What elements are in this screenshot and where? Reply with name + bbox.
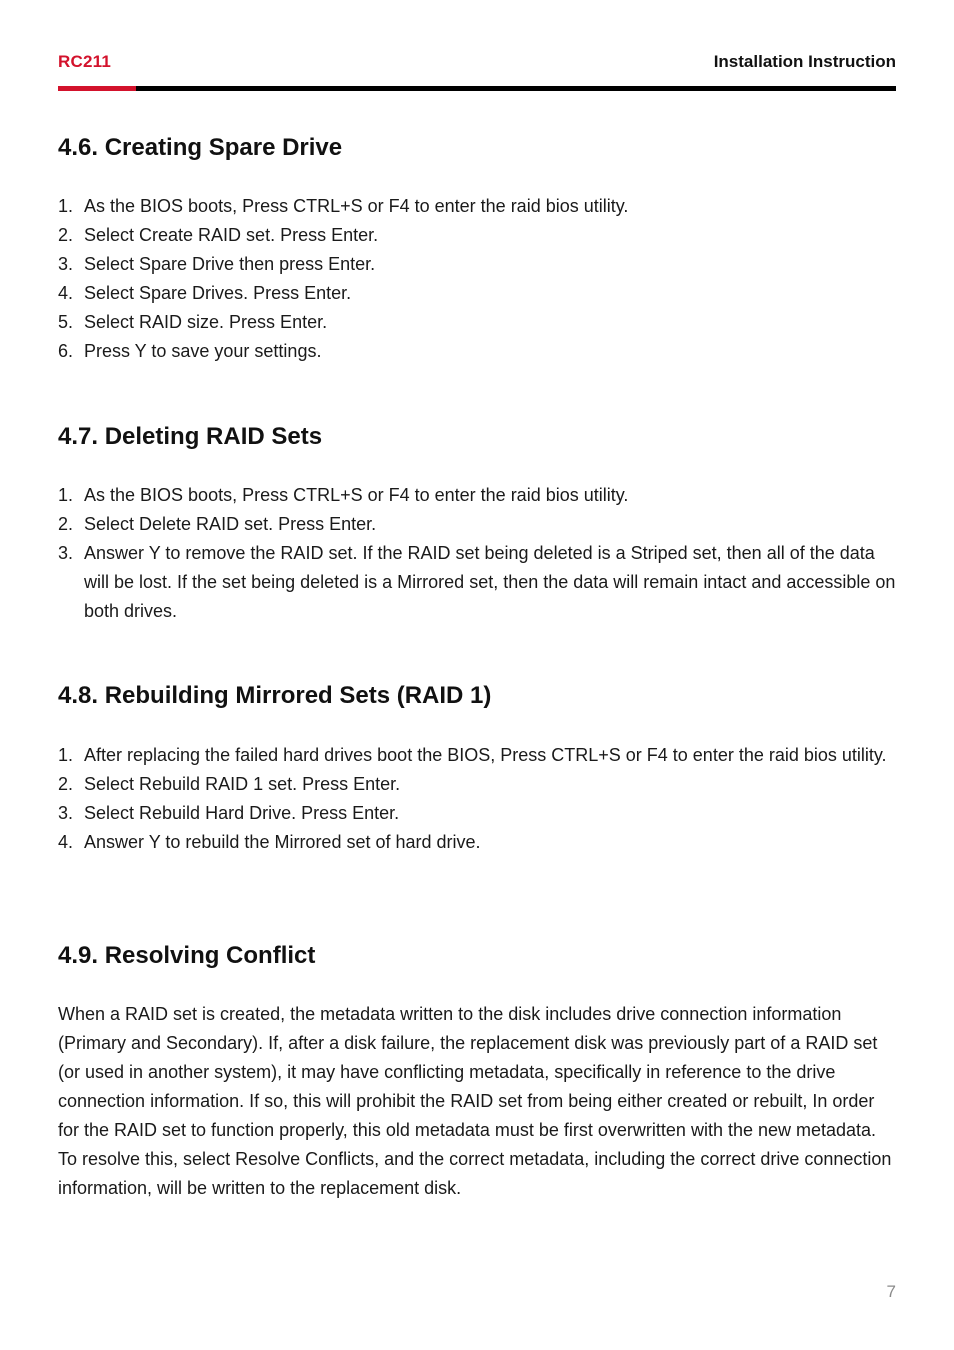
page-number: 7 <box>886 1282 896 1301</box>
step-text: Select Spare Drive then press Enter. <box>84 254 376 274</box>
list-item <box>58 828 896 857</box>
step-number: 4. <box>58 832 74 852</box>
step-number: 2. <box>58 225 74 245</box>
section-heading: 4.9. Resolving Conflict <box>58 942 316 969</box>
step-text: Select Create RAID set. Press Enter. <box>84 225 379 245</box>
step-number: 4. <box>58 283 74 303</box>
step-number: 1. <box>58 745 74 765</box>
list-item <box>58 770 896 799</box>
section-heading: 4.7. Deleting RAID Sets <box>58 423 323 450</box>
step-number: 5. <box>58 312 74 332</box>
list-item <box>58 308 896 337</box>
step-text: Select Spare Drives. Press Enter. <box>84 283 352 303</box>
header-rule <box>58 86 896 91</box>
header-rule-accent <box>58 86 136 91</box>
product-code: RC211 <box>58 52 111 71</box>
list-item <box>58 481 896 510</box>
section-rebuilding-mirrored-sets <box>58 681 896 857</box>
step-number: 2. <box>58 774 74 794</box>
section-heading: 4.8. Rebuilding Mirrored Sets (RAID 1) <box>58 682 492 709</box>
list-item <box>58 741 896 770</box>
step-text: Answer Y to remove the RAID set. If the RAID set being deleted is a Striped set, then all of the data will be lost. If the set being deleted is a Mirrored set, then the data will remain intact and accessible on both drives. <box>84 543 896 621</box>
document-type: Installation Instruction <box>713 52 896 71</box>
step-number: 3. <box>58 803 74 823</box>
steps-list <box>58 481 896 626</box>
list-item <box>58 192 896 221</box>
step-number: 3. <box>58 543 74 563</box>
step-text: Select RAID size. Press Enter. <box>84 312 328 332</box>
list-item <box>58 510 896 539</box>
section-deleting-raid-sets <box>58 422 896 626</box>
step-text: Select Rebuild RAID 1 set. Press Enter. <box>84 774 401 794</box>
steps-list <box>58 192 896 366</box>
step-text: Answer Y to rebuild the Mirrored set of hard drive. <box>84 832 481 852</box>
section-heading: 4.6. Creating Spare Drive <box>58 134 343 161</box>
step-number: 1. <box>58 196 74 216</box>
step-number: 3. <box>58 254 74 274</box>
step-number: 2. <box>58 514 74 534</box>
page-header <box>58 52 896 76</box>
section-paragraph: When a RAID set is created, the metadata written to the disk includes drive connection information (Primary and Secondary). If, after a disk failure, the replacement disk was previously part of a RAID set (or used in another system), it may have conflicting metadata, specifically in reference to the drive connection information. If so, this will prohibit the RAID set from being either created or rebuilt, In order for the RAID set to function properly, this old metadata must be first overwritten with the new metadata. To resolve this, select Resolve Conflicts, and the correct metadata, including the correct drive connection information, will be written to the replacement disk. <box>58 1004 892 1198</box>
steps-list <box>58 741 896 857</box>
list-item <box>58 279 896 308</box>
section-creating-spare-drive <box>58 133 896 366</box>
step-text: As the BIOS boots, Press CTRL+S or F4 to enter the raid bios utility. <box>84 196 629 216</box>
step-number: 1. <box>58 485 74 505</box>
list-item <box>58 337 896 366</box>
list-item <box>58 799 896 828</box>
list-item <box>58 250 896 279</box>
step-text: As the BIOS boots, Press CTRL+S or F4 to enter the raid bios utility. <box>84 485 629 505</box>
section-resolving-conflict <box>58 941 896 1203</box>
step-text: Select Rebuild Hard Drive. Press Enter. <box>84 803 400 823</box>
list-item <box>58 221 896 250</box>
step-text: Select Delete RAID set. Press Enter. <box>84 514 377 534</box>
step-number: 6. <box>58 341 74 361</box>
step-text: Press Y to save your settings. <box>84 341 322 361</box>
list-item <box>58 539 896 626</box>
step-text: After replacing the failed hard drives boot the BIOS, Press CTRL+S or F4 to enter the raid bios utility. <box>84 745 887 765</box>
